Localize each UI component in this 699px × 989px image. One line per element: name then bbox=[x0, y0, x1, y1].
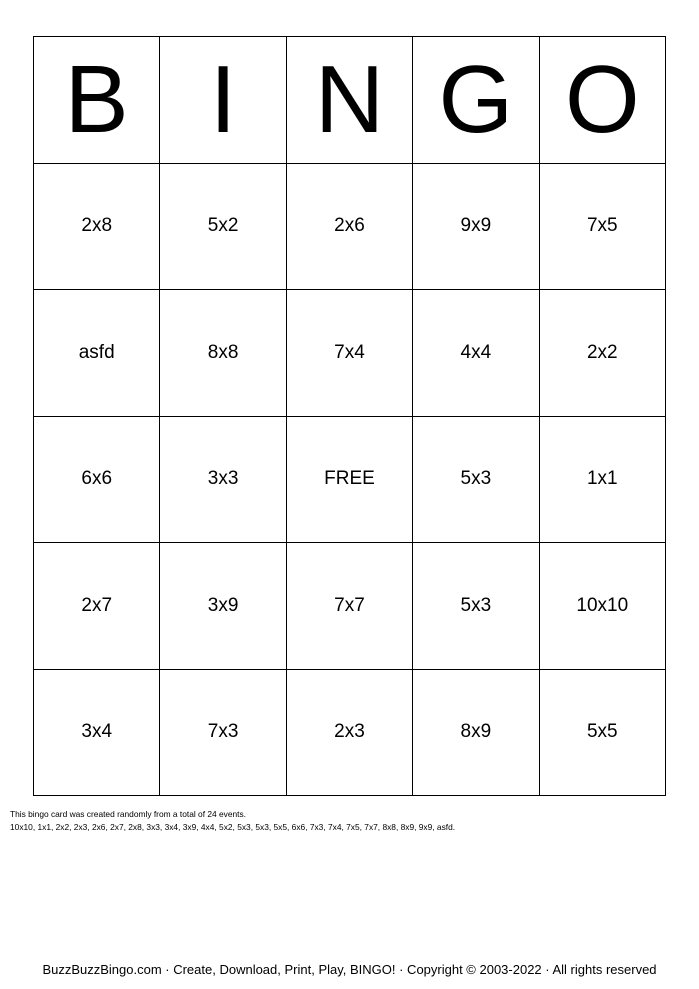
bingo-cell: 2x6 bbox=[286, 163, 412, 290]
bingo-cell: 4x4 bbox=[413, 290, 539, 417]
bingo-cell: 9x9 bbox=[413, 163, 539, 290]
bingo-cell: 2x2 bbox=[539, 290, 665, 417]
bingo-cell: 3x3 bbox=[160, 416, 286, 543]
bingo-row bbox=[34, 543, 666, 670]
card-info-summary: This bingo card was created randomly from a total of 24 events. bbox=[10, 809, 247, 819]
bingo-cell: asfd bbox=[34, 290, 160, 417]
header-letter-b: B bbox=[34, 37, 160, 164]
bingo-cell: 5x2 bbox=[160, 163, 286, 290]
card-info bbox=[10, 808, 455, 834]
bingo-cell: 6x6 bbox=[34, 416, 160, 543]
bingo-card bbox=[33, 36, 666, 796]
bingo-cell: 3x9 bbox=[160, 543, 286, 670]
card-info-events-list: 10x10, 1x1, 2x2, 2x3, 2x6, 2x7, 2x8, 3x3, 3x4, 3x9, 4x4, 5x2, 5x3, 5x3, 5x5, 6x6, 7x3, 7x4, 7x5, 7x7, 8x8, 8x9, 9x9, asfd. bbox=[10, 822, 456, 832]
bingo-cell: 8x9 bbox=[413, 669, 539, 796]
bingo-cell: 5x3 bbox=[413, 416, 539, 543]
header-letter-i: I bbox=[160, 37, 286, 164]
header-letter-n: N bbox=[286, 37, 412, 164]
bingo-cell: 2x8 bbox=[34, 163, 160, 290]
bingo-row bbox=[34, 290, 666, 417]
header-letter-g: G bbox=[413, 37, 539, 164]
bingo-header-row bbox=[34, 37, 666, 164]
bingo-cell: 5x5 bbox=[539, 669, 665, 796]
bingo-cell: 8x8 bbox=[160, 290, 286, 417]
footer-copyright: BuzzBuzzBingo.com · Create, Download, Print, Play, BINGO! · Copyright © 2003-2022 · All rights reserved bbox=[42, 962, 657, 977]
bingo-free-cell: FREE bbox=[286, 416, 412, 543]
bingo-row bbox=[34, 163, 666, 290]
bingo-cell: 5x3 bbox=[413, 543, 539, 670]
bingo-row bbox=[34, 669, 666, 796]
bingo-cell: 7x5 bbox=[539, 163, 665, 290]
bingo-cell: 2x7 bbox=[34, 543, 160, 670]
bingo-cell: 10x10 bbox=[539, 543, 665, 670]
bingo-cell: 7x7 bbox=[286, 543, 412, 670]
header-letter-o: O bbox=[539, 37, 665, 164]
bingo-cell: 3x4 bbox=[34, 669, 160, 796]
bingo-cell: 7x3 bbox=[160, 669, 286, 796]
bingo-cell: 7x4 bbox=[286, 290, 412, 417]
bingo-cell: 1x1 bbox=[539, 416, 665, 543]
bingo-row bbox=[34, 416, 666, 543]
bingo-cell: 2x3 bbox=[286, 669, 412, 796]
